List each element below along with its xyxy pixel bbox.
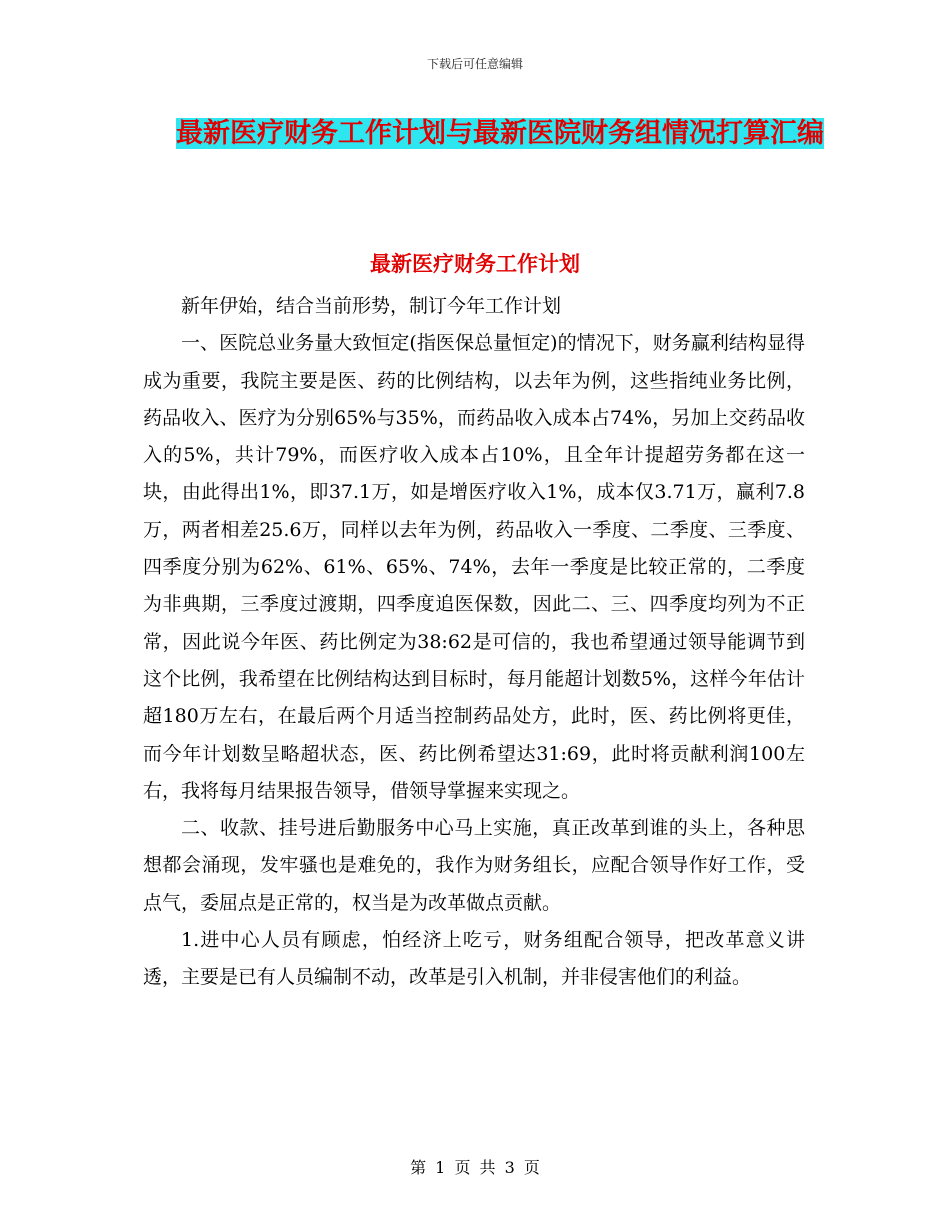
paragraph-intro: 新年伊始，结合当前形势，制订今年工作计划 — [181, 295, 562, 317]
page-header-note: 下载后可任意编辑 — [426, 57, 523, 71]
body-text — [143, 288, 805, 997]
paragraph-one: 一、医院总业务量大致恒定(指医保总量恒定)的情况下，财务赢利结构显得成为重要，我院主要是医、药的比例结构，以去年为例，这些指纯业务比例，药品收入、医疗为分别65%与35%，而药品收入成本占74%，另加上交药品收入的5%，共计79%，而医疗收入成本占10%，且全年计提超劳务都在这一块，由此得出1%，即37.1万，如是增医疗收入1%，成本仅3.71万，赢利7.8万，两者相差25.6万，同样以去年为例，药品收入一季度、二季度、三季度、四季度分别为62%、61%、65%、74%，去年一季度是比较正常的，二季度为非典期，三季度过渡期，四季度追医保数，因此二、三、四季度均列为不正常，因此说今年医、药比例定为38:62是可信的，我也希望通过领导能调节到这个比例，我希望在比例结构达到目标时，每月能超计划数5%，这样今年估计超180万左右，在最后两个月适当控制药品处方，此时，医、药比例将更佳，而今年计划数呈略超状态，医、药比例希望达31:69，此时将贡献利润100左右，我将每月结果报告领导，借领导掌握来实现之。 — [143, 332, 805, 802]
paragraph-two: 二、收款、挂号进后勤服务中心马上实施，真正改革到谁的头上，各种思想都会涌现，发牢骚也是难免的，我作为财务组长，应配合领导作好工作，受点气，委屈点是正常的，权当是为改革做点贡献。 — [143, 817, 805, 914]
document-title-text: 最新医疗财务工作计划与最新医院财务组情况打算汇编 — [176, 118, 824, 149]
section-title: 最新医疗财务工作计划 — [370, 252, 580, 276]
page-footer: 第 1 页 共 3 页 — [410, 1158, 540, 1177]
document-title — [150, 112, 850, 156]
paragraph-item-1: 1.进中心人员有顾虑，怕经济上吃亏，财务组配合领导，把改革意义讲透，主要是已有人员编制不动，改革是引入机制，并非侵害他们的利益。 — [143, 929, 805, 989]
